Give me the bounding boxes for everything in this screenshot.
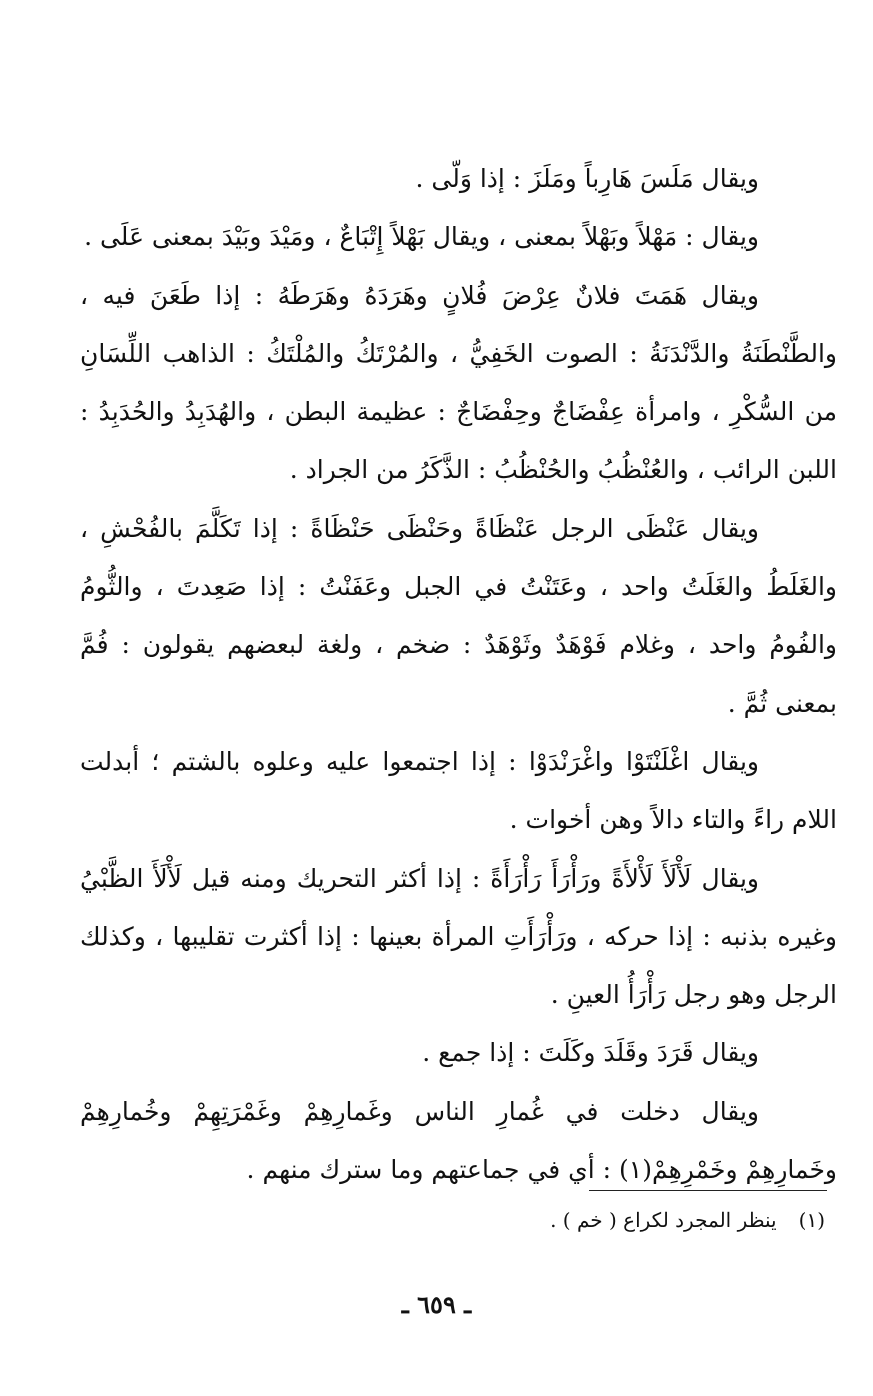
footnote-divider [589, 1190, 827, 1191]
paragraph-1: ويقال مَلَسَ هَارِباً ومَلَزَ : إذا وَلّى . [415, 164, 759, 193]
footnote-text: ينظر المجرد لكراع ( خم ) . [550, 1208, 777, 1232]
main-text [80, 150, 837, 1199]
paragraph-7: ويقال قَرَدَ وقَلَدَ وكَلَتَ : إذا جمع . [422, 1038, 759, 1068]
paragraph-4: ويقال عَنْظَى الرجل عَنْظَاةً وحَنْظَى حَنْظَاةً : إذا تَكَلَّمَ بالفُحْشِ ، والغَلَطُ والغَلَتُ واحد ، وعَتَنْتُ في الجبل وعَفَنْتُ : إذا صَعِدتَ ، والثُّومُ والفُومُ واحد ، وغلام فَوْهَدٌ وثَوْهَدٌ : ضخم ، ولغة لبعضهم يقولون : فُمَّ بمعنى ثُمَّ . [80, 513, 837, 718]
page-number: ـ ٦٥٩ ـ [401, 1290, 472, 1319]
footnote-number: (١) [798, 1208, 825, 1232]
paragraph-8: ويقال دخلت في غُمارِ الناس وغَمارِهِمْ وغَمْرَتِهِمْ وخُمارِهِمْ وخَمارِهِمْ وخَمْرِهِمْ(١) : أي في جماعتهم وما سترك منهم . [80, 1096, 837, 1185]
paragraph-3: ويقال هَمَتَ فلانٌ عِرْضَ فُلانٍ وهَرَدَهُ وهَرَطَهُ : إذا طَعَنَ فيه ، والطَّنْطَنَةُ والدَّنْدَنَةُ : الصوت الخَفِيُّ ، والمُرْتَكُ والمُلْتَكُ : الذاهب اللِّسَانِ من السُّكْرِ ، وامرأة عِفْضَاجٌ وحِفْضَاجٌ : عظيمة البطن ، والهُدَبِدُ والحُدَبِدُ : اللبن الرائب ، والعُنْظُبُ والحُنْظُبُ : الذَّكَرُ من الجراد . [80, 280, 837, 485]
paragraph-5: ويقال اغْلَنْتَوْا واغْرَنْدَوْا : إذا اجتمعوا عليه وعلوه بالشتم ؛ أبدلت اللام راءً والتاء دالاً وهن أخوات . [80, 746, 837, 835]
paragraph-2: ويقال : مَهْلاً وبَهْلاً بمعنى ، ويقال بَهْلاً إِتْبَاعٌ ، ومَيْدَ وبَيْدَ بمعنى عَلَى . [84, 222, 759, 252]
footnote [425, 1200, 825, 1240]
paragraph-6: ويقال لَأْلَأَ لَأْلأَةً ورَأْرَأَ رَأْرَأَةً : إذا أكثر التحريك ومنه قيل لَأْلَأَ الظَّبْيُ وغيره بذنبه : إذا حركه ، ورَأْرَأَتِ المرأة بعينها : إذا أكثرت تقليبها ، وكذلك الرجل وهو رجل رَأْرَأُ العينِ . [80, 863, 837, 1010]
